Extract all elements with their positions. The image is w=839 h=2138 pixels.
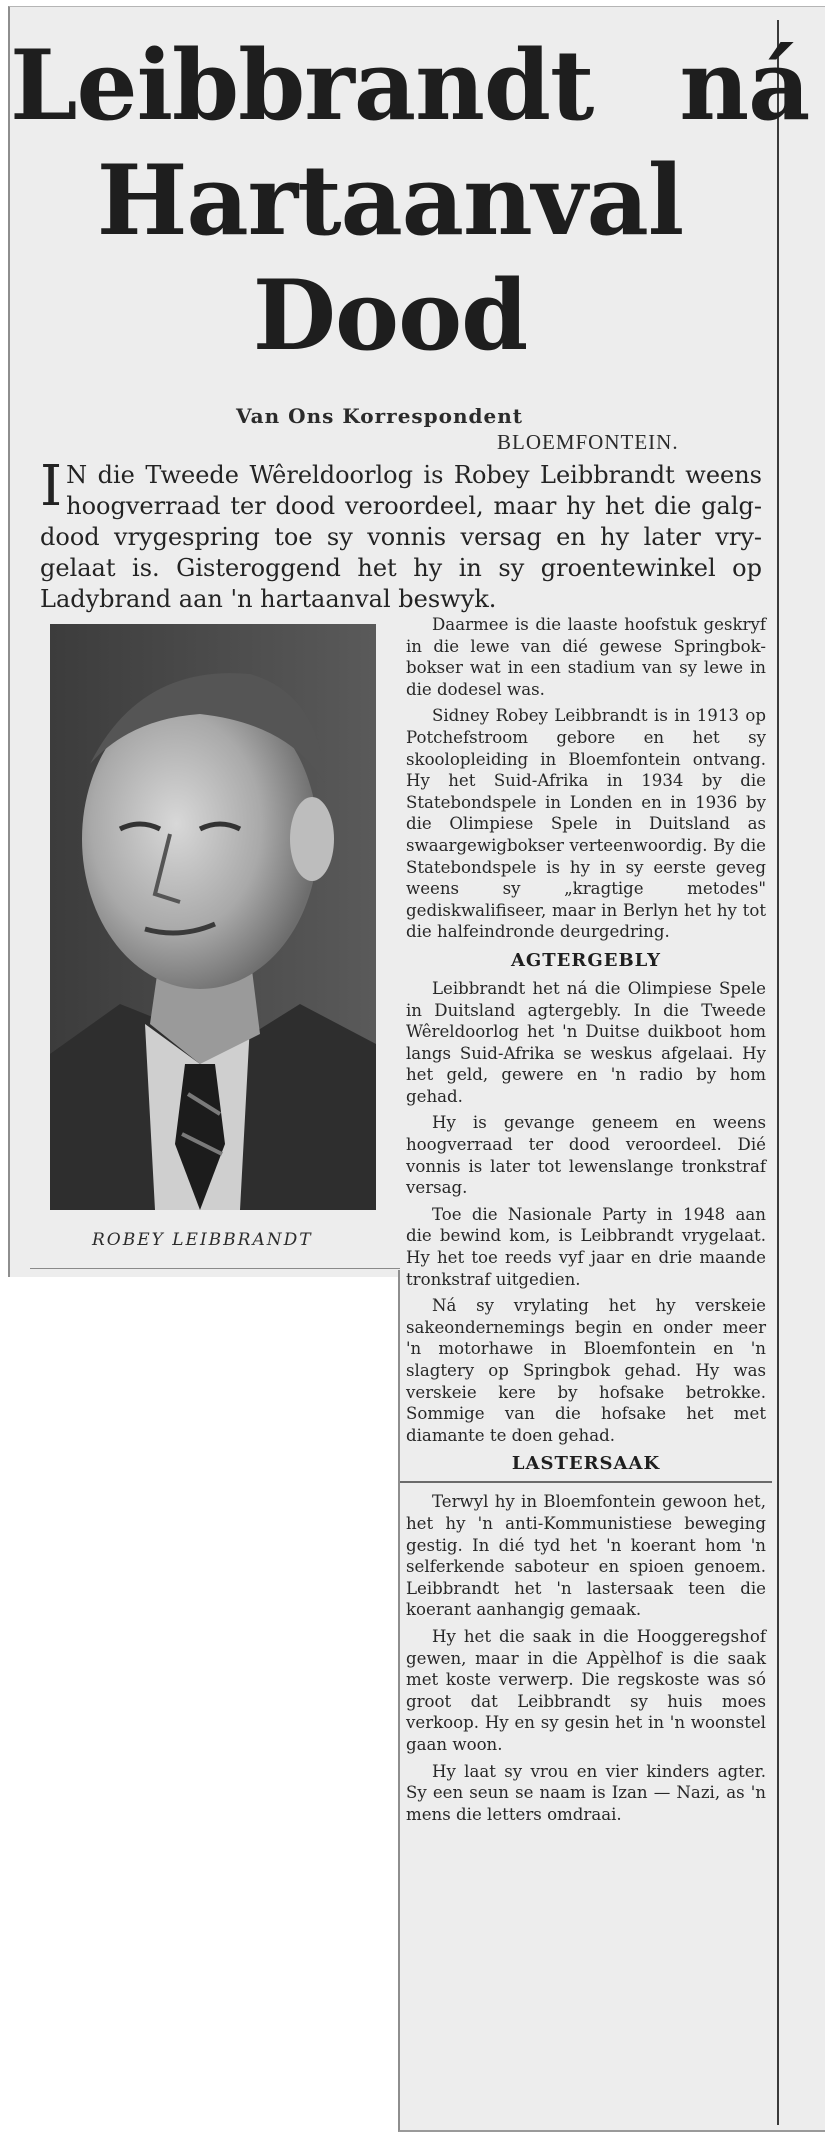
paragraph: Daarmee is die laaste hoofstuk geskryf in die lewe van dié gewese Springbok-bokser wat in een stadium van sy lewe in die dodesel was. [406, 615, 766, 699]
headline [10, 28, 810, 373]
paragraph: Toe die Nasionale Party in 1948 aan die bewind kom, is Leibbrandt vrygelaat. Hy het toe reeds vyf jaar en drie maande tronkstraf uitgedien. [406, 1204, 766, 1289]
paragraph: Hy het die saak in die Hooggeregshof gewen, maar in die Appèlhof is die saak met koste verwerp. Die regskoste was só groot dat Leibbrandt sy huis moes verkoop. Hy en sy gesin het in 'n woonstel gaan woon. [406, 1626, 766, 1754]
dateline: BLOEMFONTEIN. [497, 430, 679, 454]
headline-line-2: Hartaanval [96, 144, 684, 257]
lead-paragraph [40, 454, 762, 615]
subheading: LASTERSAAK [511, 1453, 661, 1475]
lead-text: N die Tweede Wêreldoorlog is Robey Leibbrandt weens hoogverraad ter dood veroordeel, maar hy het die galg-dood vrygespring toe sy vonnis versag en hy later vry-gelaat is. Gisteroggend het hy in sy groentewinkel op Ladybrand aan 'n hartaanval beswyk. [40, 461, 762, 613]
column-rule [777, 20, 779, 2125]
byline: Van Ons Korrespondent [236, 404, 524, 428]
portrait-photo [50, 624, 376, 1210]
headline-line-1 [10, 28, 810, 143]
article-column [406, 614, 766, 1830]
headline-word-na: ná [679, 29, 810, 142]
portrait-illustration [50, 624, 376, 1210]
subheading-rule [400, 1481, 772, 1483]
photo-caption: ROBEY LEIBBRANDT [92, 1230, 313, 1250]
paragraph: Hy is gevange geneem en weens hoogverraad ter dood veroordeel. Dié vonnis is later tot lewenslange tronkstraf versag. [406, 1113, 766, 1198]
paragraph: Leibbrandt het ná die Olimpiese Spele in Duitsland agtergebly. In die Tweede Wêreldoorlog het 'n Duitse duikboot hom langs Suid-Afrika se weskus afgelaai. Hy het geld, gewere en 'n radio by hom gehad. [406, 978, 766, 1106]
drop-cap: I [40, 454, 63, 519]
paragraph: Sidney Robey Leibbrandt is in 1913 op Potchefstroom gebore en het sy skoolopleiding in Bloemfontein ontvang. Hy het Suid-Afrika in 1934 by die Statebondspele in Londen en in 1936 by die Olimpiese Spele in Duitsland as swaargewigbokser verteenwoordig. By die Statebondspele is hy in sy eerste geveg weens sy „kragtige metodes" gediskwalifiseer, maar in Berlyn het hy tot die halfeindronde deurgedring. [406, 706, 766, 942]
paragraph: Hy laat sy vrou en vier kinders agter. Sy een seun se naam is Izan — Nazi, as 'n mens die letters omdraai. [406, 1761, 766, 1824]
paragraph: Terwyl hy in Bloemfontein gewoon het, het hy 'n anti-Kommunistiese beweging gestig. In dié tyd het 'n koerant hom 'n selferkende saboteur en spioen genoem. Leibbrandt het 'n lastersaak teen die koerant aanhangig gemaak. [406, 1492, 766, 1620]
photo-bottom-rule [30, 1268, 400, 1269]
subheading: AGTERGEBLY [510, 949, 662, 971]
paragraph: Ná sy vrylating het hy verskeie sakeondernemings begin en onder meer 'n motorhawe in Bloemfontein en 'n slagtery op Springbok gehad. Hy was verskeie kere by hofsake betrokke. Sommige van die hofsake het met diamante te doen gehad. [406, 1296, 766, 1445]
headline-line-3: Dood [252, 259, 528, 372]
headline-word-leibbrandt: Leibbrandt [10, 29, 594, 142]
